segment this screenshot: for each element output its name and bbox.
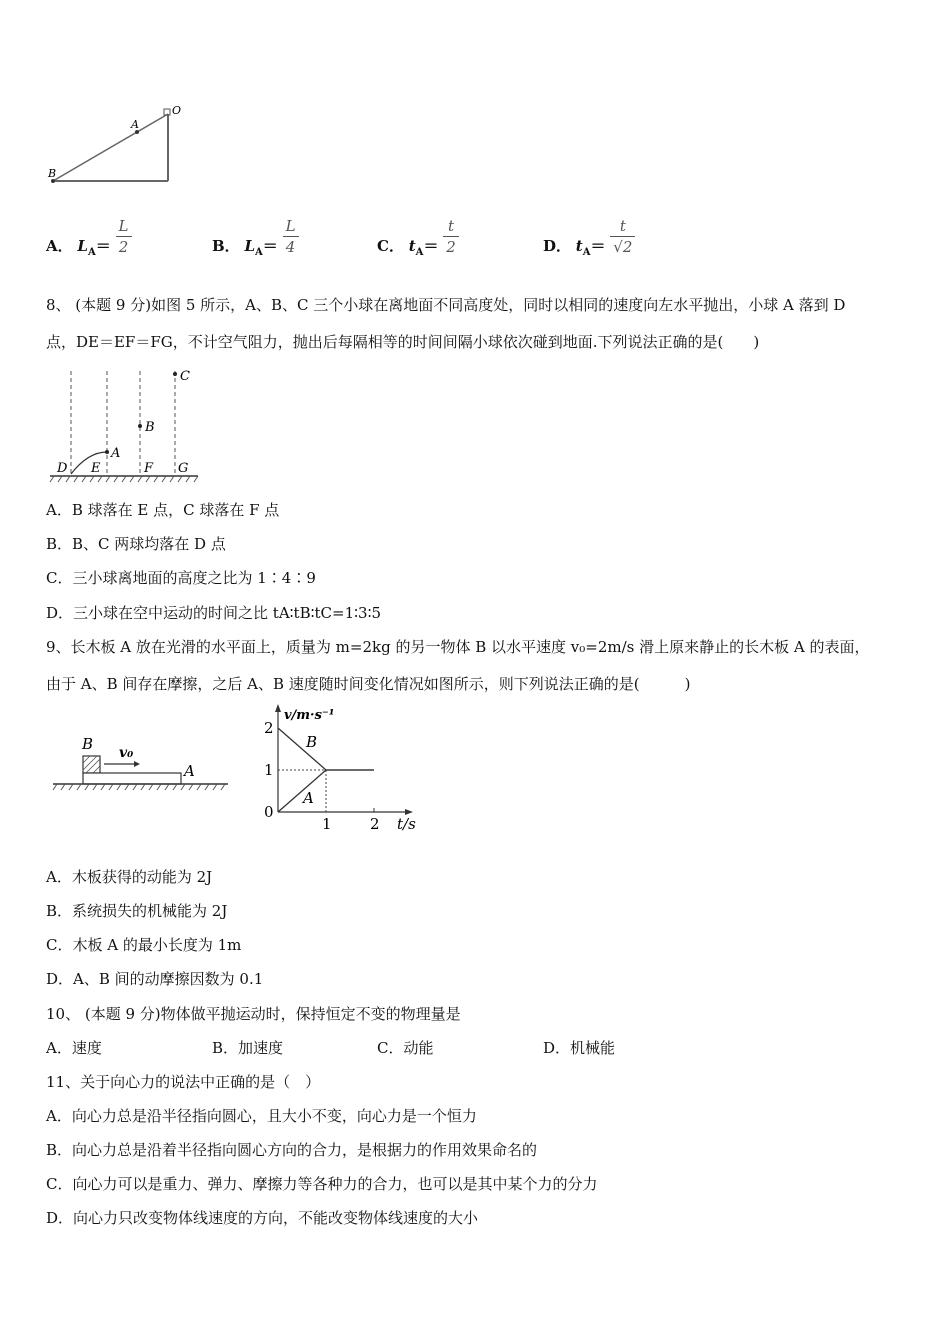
q9-option-a: A．木板获得的动能为 2J [46, 868, 213, 886]
q8-option-c: C．三小球离地面的高度之比为 1∶4∶9 [46, 569, 316, 587]
ball-b-label: B [145, 420, 155, 435]
block-b-label: B [82, 735, 94, 753]
point-d-label: D [57, 461, 68, 476]
q8-option-b: B．B、C 两球均落在 D 点 [46, 535, 226, 553]
x-tick-1: 1 [322, 815, 332, 833]
series-b-label: B [306, 733, 318, 751]
q7-option-d: D． $t_A=$ $\frac{t}{√2}$ [543, 236, 635, 263]
q7-option-c: C． $t_A=$ $\frac{t}{2}$ [377, 236, 459, 263]
q8-option-d: D．三小球在空中运动的时间之比 tA∶tB∶tC=1∶3∶5 [46, 604, 382, 622]
q9-option-d: D．A、B 间的动摩擦因数为 0.1 [46, 970, 264, 988]
board-a-label: A [184, 762, 195, 780]
q11-stem: 11、关于向心力的说法中正确的是（ ） [46, 1073, 321, 1091]
label-a: A [131, 118, 139, 131]
point-e-label: E [91, 461, 101, 476]
ball-c-label: C [180, 369, 190, 384]
label-b: B [48, 167, 57, 180]
q7-incline-figure [40, 98, 200, 193]
y-axis-arrow [275, 704, 281, 712]
q10-option-d: D．机械能 [543, 1039, 616, 1057]
q10-stem: 10、 (本题 9 分)物体做平抛运动时，保持恒定不变的物理量是 [46, 1005, 461, 1023]
series-b-line [278, 728, 374, 770]
q8-option-a: A．B 球落在 E 点，C 球落在 F 点 [46, 501, 280, 519]
q10-option-c: C．动能 [377, 1039, 434, 1057]
q7-option-a: A． $L_A=$ $\frac{L}{2}$ [46, 236, 132, 263]
y-tick-1: 1 [264, 761, 274, 779]
q11-option-c: C．向心力可以是重力、弹力、摩擦力等各种力的合力，也可以是其中某个力的分力 [46, 1175, 598, 1193]
q11-option-b: B．向心力总是沿着半径指向圆心方向的合力，是根据力的作用效果命名的 [46, 1141, 538, 1159]
point-g-label: G [178, 461, 189, 476]
q10-option-b: B．加速度 [212, 1039, 284, 1057]
q8-stem-line1: 8、 (本题 9 分)如图 5 所示，A、B、C 三个小球在离地面不同高度处，同时以相同的速度向左水平抛出，小球 A 落到 D [46, 296, 846, 314]
q9-board-figure [48, 728, 233, 800]
point-f-label: F [144, 461, 154, 476]
x-tick-2: 2 [370, 815, 380, 833]
y-tick-0: 0 [264, 803, 274, 821]
q8-stem-line2: 点，DE＝EF＝FG，不计空气阻力，抛出后每隔相等的时间间隔小球依次碰到地面.下列说法正确的是( ) [46, 333, 760, 351]
q9-option-b: B．系统损失的机械能为 2J [46, 902, 228, 920]
q9-option-c: C．木板 A 的最小长度为 1m [46, 936, 242, 954]
y-axis-label: v/m·s⁻¹ [284, 708, 335, 723]
q9-stem-line2: 由于 A、B 间存在摩擦，之后 A、B 速度随时间变化情况如图所示，则下列说法正确的是( ) [46, 675, 691, 693]
series-a-label: A [303, 789, 314, 807]
q8-projectile-figure [48, 366, 208, 490]
x-axis-label: t/s [397, 815, 416, 833]
label-o: O [172, 104, 182, 117]
y-tick-2: 2 [264, 719, 274, 737]
q10-option-a: A．速度 [46, 1039, 102, 1057]
ball-a-label: A [111, 446, 121, 461]
q9-stem-line1: 9、长木板 A 放在光滑的水平面上，质量为 m=2kg 的另一物体 B 以水平速度 v₀=2m/s 滑上原来静止的长木板 A 的表面， [46, 638, 870, 656]
q11-option-a: A．向心力总是沿半径指向圆心，且大小不变，向心力是一个恒力 [46, 1107, 477, 1125]
q11-option-d: D．向心力只改变物体线速度的方向，不能改变物体线速度的大小 [46, 1209, 479, 1227]
q9-vt-graph [255, 700, 430, 835]
v0-label: v₀ [119, 745, 134, 761]
q7-option-b: B． $L_A=$ $\frac{L}{4}$ [212, 236, 299, 263]
